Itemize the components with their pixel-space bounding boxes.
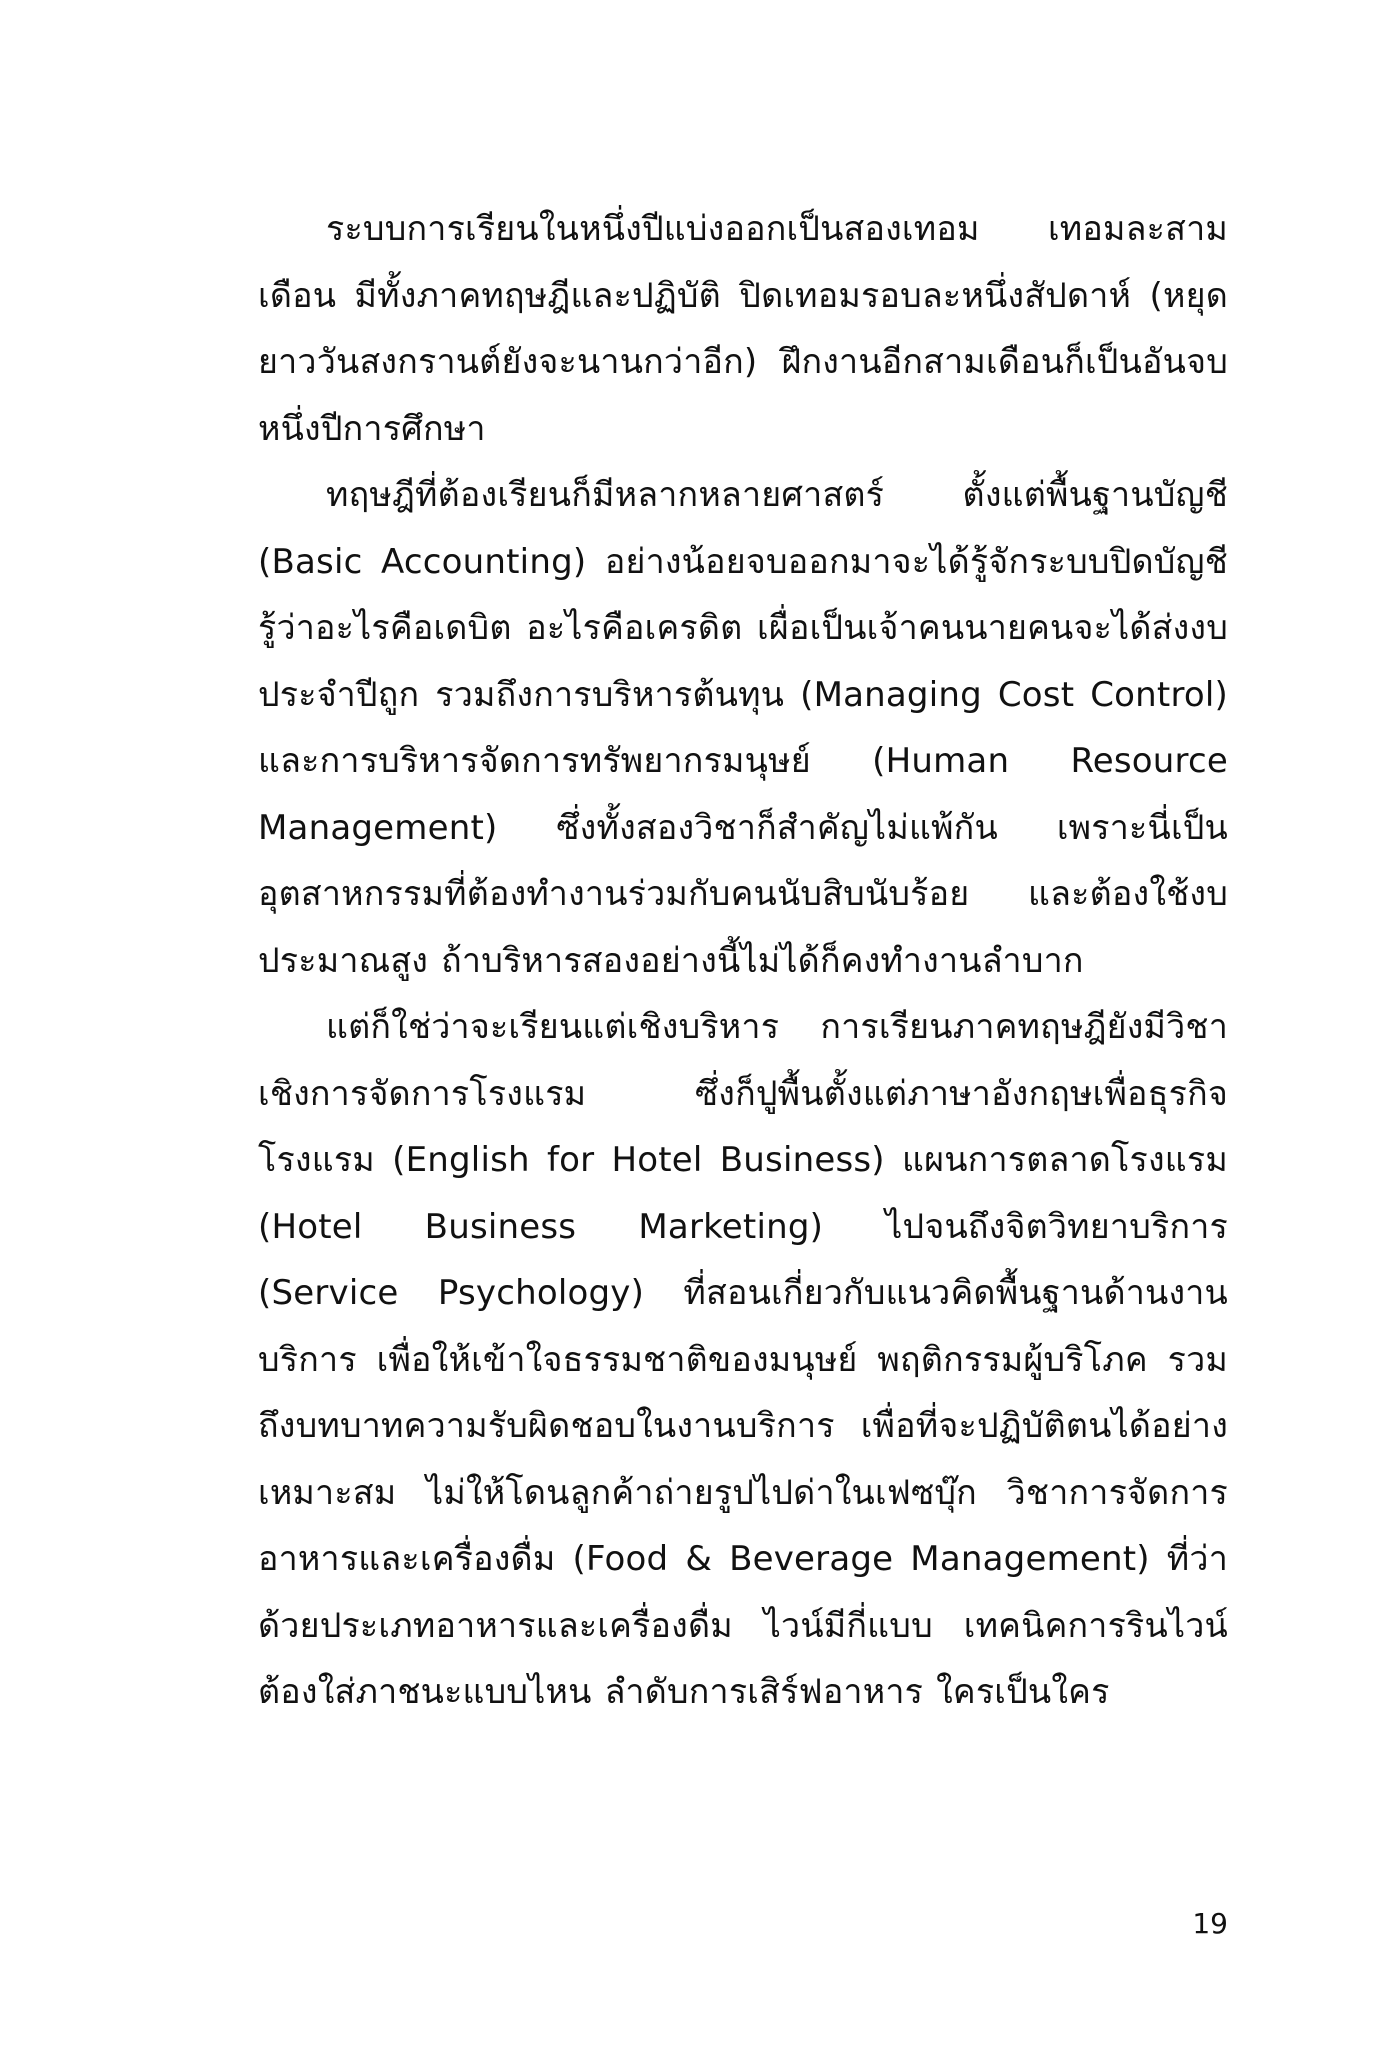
body-text <box>258 196 1228 1726</box>
paragraph-1: ระบบการเรียนในหนึ่งปีแบ่งออกเป็นสองเทอม เทอมละสามเดือน มีทั้งภาคทฤษฎีและปฏิบัติ ปิดเทอมรอบละหนึ่งสัปดาห์ (หยุดยาววันสงกรานต์ยังจะนานกว่าอีก) ฝึกงานอีกสามเดือนก็เป็นอันจบหนึ่งปีการศึกษา <box>258 209 1228 449</box>
paragraph-3: แต่ก็ใช่ว่าจะเรียนแต่เชิงบริหาร การเรียนภาคทฤษฎียังมีวิชาเชิงการจัดการโรงแรม ซึ่งก็ปูพื้นตั้งแต่ภาษาอังกฤษเพื่อธุรกิจโรงแรม (English for Hotel Business) แผนการตลาดโรงแรม (Hotel Business Marketing) ไปจนถึงจิตวิทยาบริการ (Service Psychology) ที่สอนเกี่ยวกับแนวคิดพื้นฐานด้านงานบริการ เพื่อให้เข้าใจธรรมชาติของมนุษย์ พฤติกรรมผู้บริโภค รวมถึงบทบาทความรับผิดชอบในงานบริการ เพื่อที่จะปฏิบัติตนได้อย่างเหมาะสม ไม่ให้โดนลูกค้าถ่ายรูปไปด่าในเฟซบุ๊ก วิชาการจัดการอาหารและเครื่องดื่ม (Food & Beverage Management) ที่ว่าด้วยประเภทอาหารและเครื่องดื่ม ไวน์มีกี่แบบ เทคนิคการรินไวน์ ต้องใส่ภาชนะแบบไหน ลำดับการเสิร์ฟอาหาร ใครเป็นใคร <box>258 1007 1228 1712</box>
paragraph-2: ทฤษฎีที่ต้องเรียนก็มีหลากหลายศาสตร์ ตั้งแต่พื้นฐานบัญชี (Basic Accounting) อย่างน้อยจบออกมาจะได้รู้จักระบบปิดบัญชี รู้ว่าอะไรคือเดบิต อะไรคือเครดิต เผื่อเป็นเจ้าคนนายคนจะได้ส่งงบประจำปีถูก รวมถึงการบริหารต้นทุน (Managing Cost Control) และการบริหารจัดการทรัพยากรมนุษย์ (Human Resource Management) ซึ่งทั้งสองวิชาก็สำคัญไม่แพ้กัน เพราะนี่เป็นอุตสาหกรรมที่ต้องทำงานร่วมกับคนนับสิบนับร้อย และต้องใช้งบประมาณสูง ถ้าบริหารสองอย่างนี้ไม่ได้ก็คงทำงานลำบาก <box>258 475 1228 981</box>
page-number: 19 <box>1192 1907 1228 1940</box>
